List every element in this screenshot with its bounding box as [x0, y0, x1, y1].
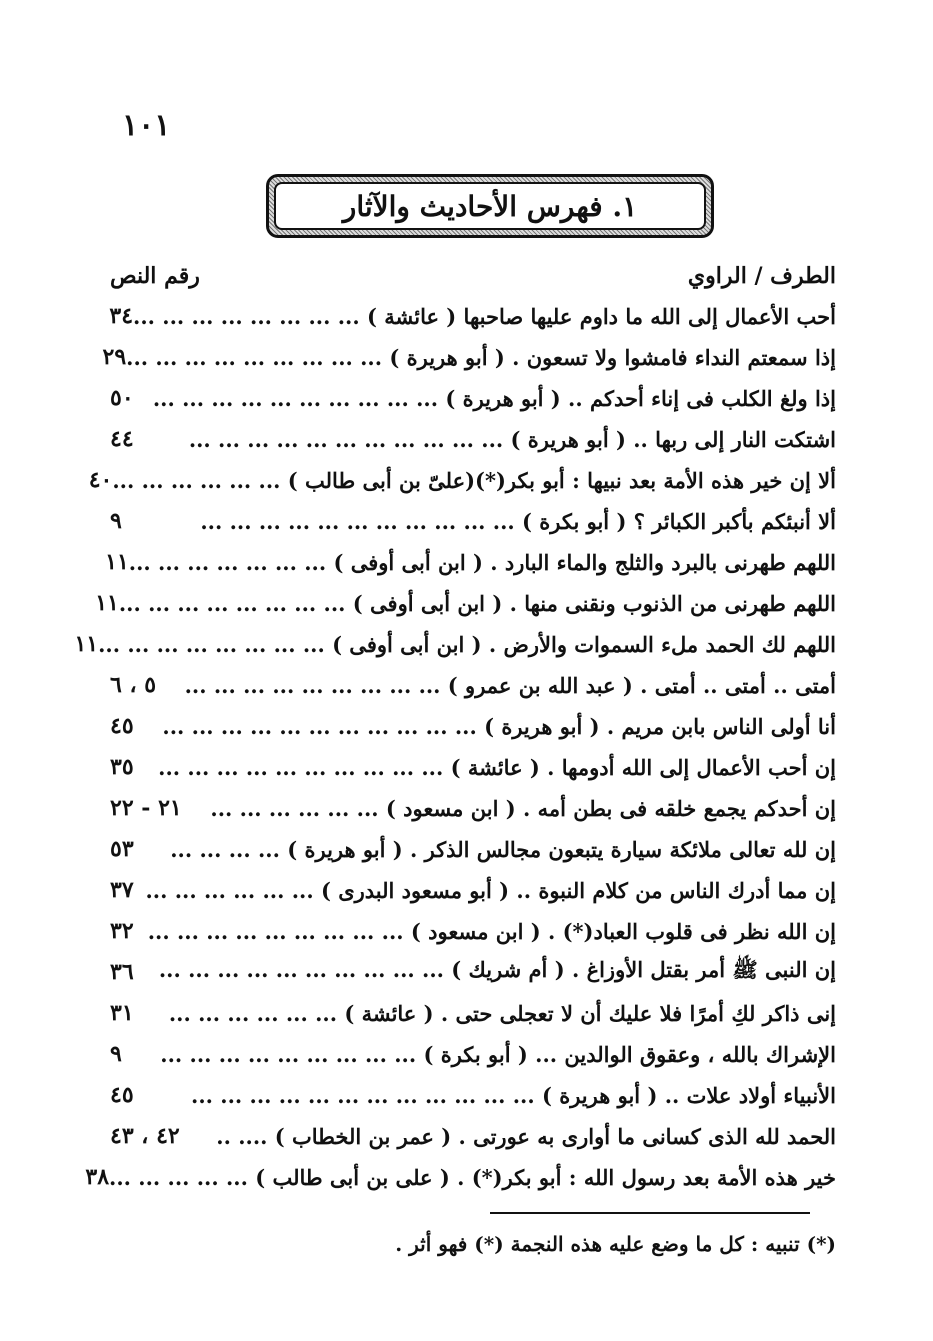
row-text: اشتكت النار إلى ربها .. ( أبو هريرة ) ... ... ... ... ... ... ... ... ... ... ...	[188, 426, 836, 452]
section-title-frame	[266, 174, 714, 238]
row-number: ٣١	[110, 1000, 134, 1026]
row-text: الأنبياء أولاد علات .. ( أبو هريرة ) ... ... ... ... ... ... ... ... ... ... ... ...	[191, 1082, 836, 1108]
page-number: ١٠١	[122, 108, 171, 143]
row-text: ألا أنبئكم بأكبر الكبائر ؟ ( أبو بكرة ) ... ... ... ... ... ... ... ... ... ... ...	[200, 508, 836, 534]
row-number: ٢٩	[102, 344, 127, 370]
row-number: ٤٠	[88, 467, 113, 493]
row-text: أحب الأعمال إلى الله ما داوم عليها صاحبها ( عائشة ) ... ... ... ... ... ... ... ...	[133, 303, 836, 329]
row-number: ٤٥	[110, 713, 134, 739]
row-number: ٣٢	[110, 918, 134, 944]
row-text: إذا سمعتم النداء فامشوا ولا تسعون . ( أبو هريرة ) ... ... ... ... ... ... ... ... ...	[126, 344, 836, 370]
row-number: ٤٢ ، ٤٣	[110, 1123, 180, 1149]
row-number: ١١	[105, 549, 129, 575]
index-row	[110, 296, 836, 336]
row-number: ٥ ، ٦	[110, 672, 157, 698]
footnote: (*) تنبيه : كل ما وضع عليه هذه النجمة (*) فهو أثر .	[395, 1232, 836, 1256]
row-text: خير هذه الأمة بعد رسول الله : أبو بكر(*) . ( على بن أبى طالب ) ... ... ... ... ...	[109, 1164, 836, 1190]
index-row	[110, 1075, 836, 1115]
row-text: اللهم طهرنى من الذنوب ونقنى منها . ( ابن أبى أوفى ) ... ... ... ... ... ... ... ...	[118, 590, 836, 616]
row-text: إذا ولغ الكلب فى إناء أحدكم .. ( أبو هريرة ) ... ... ... ... ... ... ... ... ... ...	[152, 385, 836, 411]
index-row	[110, 829, 836, 869]
row-number: ٥٠	[110, 385, 134, 411]
row-number: ٤٥	[110, 1082, 134, 1108]
index-row	[85, 1157, 836, 1197]
row-number: ٩	[110, 508, 122, 534]
index-row	[110, 501, 836, 541]
row-text: إن مما أدرك الناس من كلام النبوة .. ( أبو مسعود البدرى ) ... ... ... ... ... ...	[145, 877, 836, 903]
index-row	[110, 911, 836, 951]
header-narrator: الطرف / الراوي	[687, 263, 836, 289]
row-number: ١١	[95, 590, 119, 616]
row-number: ١١	[74, 631, 99, 657]
index-row	[110, 788, 836, 828]
row-text: الإشراك بالله ، وعقوق الوالدين ... ( أبو بكرة ) ... ... ... ... ... ... ... ... ...	[160, 1041, 836, 1067]
row-text: ألا إن خير هذه الأمة بعد نبيها : أبو بكر(*)(علىّ بن أبى طالب ) ... ... ... ... ... ...	[112, 467, 836, 493]
index-row	[110, 952, 836, 992]
row-text: اللهم لك الحمد ملء السموات والأرض . ( ابن أبى أوفى ) ... ... ... ... ... ... ... ...	[98, 631, 836, 657]
row-number: ٣٥	[110, 754, 134, 780]
row-number: ٥٣	[110, 836, 134, 862]
index-row	[110, 706, 836, 746]
index-row	[88, 460, 836, 500]
row-text: إن أحدكم يجمع خلقه فى بطن أمه . ( ابن مسعود ) ... ... ... ... ... ...	[210, 795, 836, 821]
row-text: إن الله نظر فى قلوب العباد(*) . ( ابن مسعود ) ... ... ... ... ... ... ... ... ...	[147, 918, 836, 944]
index-row	[105, 542, 836, 582]
row-text: إن النبى ﷺ أمر بقتل الأوزاغ . ( أم شريك ) ... ... ... ... ... ... ... ... ... ...	[158, 956, 836, 982]
row-text: إنى ذاكر لكِ أمرًا فلا عليك أن لا تعجلى حتى . ( عائشة ) ... ... ... ... ... ...	[168, 1000, 836, 1026]
column-headers	[110, 256, 836, 296]
row-number: ٣٤	[109, 303, 134, 329]
index-row	[110, 1034, 836, 1074]
index-row	[102, 337, 836, 377]
footnote-divider	[490, 1212, 810, 1214]
index-row	[110, 993, 836, 1033]
index-row	[110, 1116, 836, 1156]
section-title: ١. فهرس الأحاديث والآثار	[274, 182, 706, 230]
row-text: إن أحب الأعمال إلى الله أدومها . ( عائشة ) ... ... ... ... ... ... ... ... ... ...	[158, 754, 836, 780]
row-number: ٣٦	[110, 959, 134, 985]
index-row	[110, 665, 836, 705]
row-number: ٣٨	[85, 1164, 110, 1190]
index-row	[110, 378, 836, 418]
row-text: اللهم طهرنى بالبرد والثلج والماء البارد . ( ابن أبى أوفى ) ... ... ... ... ... ... ...	[128, 549, 836, 575]
row-number: ٤٤	[110, 426, 134, 452]
index-row	[110, 419, 836, 459]
row-text: إن لله تعالى ملائكة سيارة يتبعون مجالس الذكر . ( أبو هريرة ) ... ... ... ...	[170, 836, 836, 862]
row-number: ٩	[110, 1041, 122, 1067]
row-text: أنا أولى الناس بابن مريم . ( أبو هريرة ) ... ... ... ... ... ... ... ... ... ... ...	[162, 713, 836, 739]
index-row	[95, 583, 836, 623]
row-number: ٣٧	[110, 877, 134, 903]
index-row	[74, 624, 836, 664]
row-text: أمتى .. أمتى .. أمتى . ( عبد الله بن عمرو ) ... ... ... ... ... ... ... ... ...	[184, 672, 836, 698]
row-text: الحمد لله الذى كسانى ما أوارى به عورتى . ( عمر بن الخطاب ) .... ..	[216, 1123, 836, 1149]
header-text-number: رقم النص	[110, 263, 200, 289]
index-row	[110, 747, 836, 787]
index-row	[110, 870, 836, 910]
row-number: ٢١ - ٢٢	[110, 795, 182, 821]
